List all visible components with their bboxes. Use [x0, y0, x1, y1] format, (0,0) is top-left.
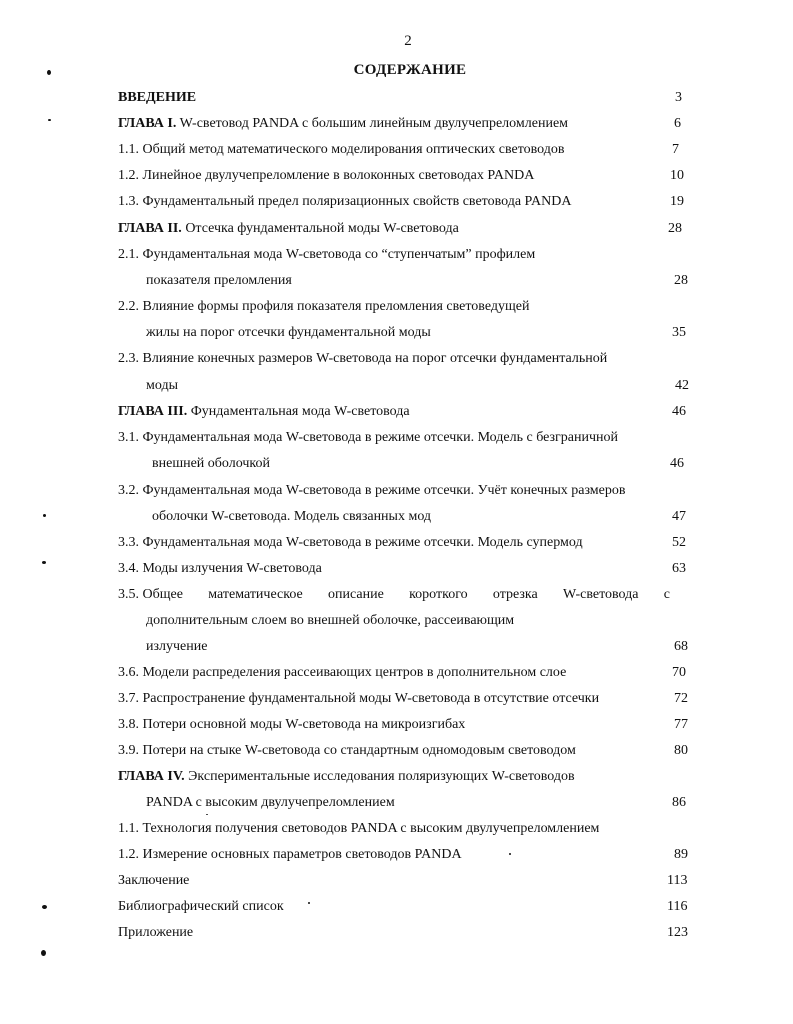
- page-title: СОДЕРЖАНИЕ: [353, 62, 467, 78]
- scan-speck: [509, 853, 511, 855]
- toc-page-1-1: 7: [672, 142, 679, 157]
- toc-page-3-9: 80: [674, 743, 688, 758]
- toc-page-appendix: 123: [667, 925, 688, 940]
- chapter-prefix: ГЛАВА III.: [118, 404, 188, 419]
- toc-page-3-4: 63: [672, 561, 686, 576]
- toc-page-intro: 3: [675, 90, 682, 105]
- chapter-title: Фундаментальная мода W-световода: [187, 404, 410, 419]
- toc-page-chapter-4: 86: [672, 795, 686, 810]
- toc-page-conclusion: 113: [667, 873, 688, 888]
- toc-page-bibliography: 116: [667, 899, 688, 914]
- toc-entry-3-9: 3.9. Потери на стыке W-световода со стандартным одномодовым световодом: [118, 743, 576, 758]
- scan-speck: [308, 902, 310, 904]
- toc-word: 3.5. Общее: [118, 587, 183, 602]
- toc-word: W-световода: [563, 587, 639, 602]
- toc-entry-2-1-cont: показателя преломления: [146, 273, 292, 288]
- toc-word: отрезка: [492, 587, 538, 602]
- toc-word: математическое: [208, 587, 303, 602]
- toc-entry-4-1: 1.1. Технология получения световодов PANDA с высоким двулучепреломлением: [118, 821, 600, 836]
- toc-page-2-1: 28: [674, 273, 688, 288]
- toc-entry-3-5-cont: дополнительным слоем во внешней оболочке, рассеивающим: [146, 613, 515, 628]
- scan-speck: [42, 905, 47, 909]
- toc-entry-2-2: 2.2. Влияние формы профиля показателя преломления световедущей: [118, 299, 530, 314]
- toc-entry-1-3: 1.3. Фундаментальный предел поляризационных свойств световода PANDA: [118, 194, 572, 209]
- toc-page-3-6: 70: [672, 665, 686, 680]
- toc-entry-3-1: 3.1. Фундаментальная мода W-световода в режиме отсечки. Модель с безграничной: [118, 430, 619, 445]
- toc-page-4-2: 89: [674, 847, 688, 862]
- scan-speck: [41, 950, 46, 956]
- toc-page-3-5: 68: [674, 639, 688, 654]
- toc-page-chapter-3: 46: [672, 404, 686, 419]
- toc-entry-3-5: [118, 586, 670, 604]
- toc-page-3-7: 72: [674, 691, 688, 706]
- toc-entry-2-2-cont: жилы на порог отсечки фундаментальной моды: [146, 325, 431, 340]
- chapter-prefix: ГЛАВА IV.: [118, 769, 185, 784]
- toc-entry-3-7: 3.7. Распространение фундаментальной моды W-световода в отсутствие отсечки: [118, 691, 600, 706]
- toc-entry-appendix: Приложение: [118, 925, 194, 940]
- toc-entry-chapter-4-cont: PANDA с высоким двулучепреломлением: [146, 795, 395, 810]
- toc-entry-bibliography: Библиографический список: [118, 899, 284, 914]
- scan-speck: [42, 561, 46, 564]
- toc-word: с: [663, 587, 670, 602]
- toc-entry-2-3-cont: моды: [146, 378, 178, 393]
- toc-page-3-8: 77: [674, 717, 688, 732]
- toc-entry-3-8: 3.8. Потери основной моды W-световода на микроизгибах: [118, 717, 466, 732]
- toc-entry-chapter-3: [118, 403, 410, 421]
- chapter-title: Экспериментальные исследования поляризующих W-световодов: [184, 769, 575, 784]
- toc-entry-3-2-cont: оболочки W-световода. Модель связанных мод: [152, 509, 432, 524]
- toc-page-2-2: 35: [672, 325, 686, 340]
- toc-word: описание: [328, 587, 384, 602]
- toc-page-2-3: 42: [675, 378, 689, 393]
- toc-entry-3-3: 3.3. Фундаментальная мода W-световода в режиме отсечки. Модель супермод: [118, 535, 583, 550]
- toc-entry-intro: ВВЕДЕНИЕ: [118, 90, 197, 105]
- toc-page-3-1: 46: [670, 456, 684, 471]
- toc-page-chapter-1: 6: [674, 116, 681, 131]
- toc-entry-conclusion: Заключение: [118, 873, 190, 888]
- toc-page-3-2: 47: [672, 509, 686, 524]
- scan-speck: [47, 70, 51, 75]
- scan-speck: [43, 514, 46, 517]
- page-number: 2: [404, 33, 412, 49]
- toc-page-1-3: 19: [670, 194, 684, 209]
- toc-page-3-3: 52: [672, 535, 686, 550]
- toc-entry-chapter-2: [118, 220, 459, 238]
- scan-speck: [206, 814, 208, 815]
- chapter-prefix: ГЛАВА II.: [118, 221, 182, 236]
- toc-page-1-2: 10: [670, 168, 684, 183]
- toc-word: короткого: [409, 587, 468, 602]
- toc-entry-3-1-cont: внешней оболочкой: [152, 456, 270, 471]
- toc-entry-2-1: 2.1. Фундаментальная мода W-световода со “ступенчатым” профилем: [118, 247, 536, 262]
- toc-entry-3-2: 3.2. Фундаментальная мода W-световода в режиме отсечки. Учёт конечных размеров: [118, 483, 626, 498]
- chapter-prefix: ГЛАВА I.: [118, 116, 177, 131]
- scan-speck: [48, 119, 51, 121]
- chapter-title: Отсечка фундаментальной моды W-световода: [181, 221, 459, 236]
- toc-entry-3-6: 3.6. Модели распределения рассеивающих центров в дополнительном слое: [118, 665, 567, 680]
- toc-page-chapter-2: 28: [668, 221, 682, 236]
- toc-entry-4-2: 1.2. Измерение основных параметров световодов PANDA: [118, 847, 462, 862]
- chapter-title: W-световод PANDA с большим линейным двулучепреломлением: [176, 116, 569, 131]
- toc-entry-chapter-4: [118, 768, 575, 786]
- toc-entry-3-4: 3.4. Моды излучения W-световода: [118, 561, 322, 576]
- toc-entry-3-5-cont2: излучение: [146, 639, 208, 654]
- toc-entry-1-1: 1.1. Общий метод математического моделирования оптических световодов: [118, 142, 565, 157]
- toc-entry-1-2: 1.2. Линейное двулучепреломление в волоконных световодах PANDA: [118, 168, 535, 183]
- toc-entry-chapter-1: [118, 115, 568, 133]
- toc-entry-2-3: 2.3. Влияние конечных размеров W-световода на порог отсечки фундаментальной: [118, 351, 608, 366]
